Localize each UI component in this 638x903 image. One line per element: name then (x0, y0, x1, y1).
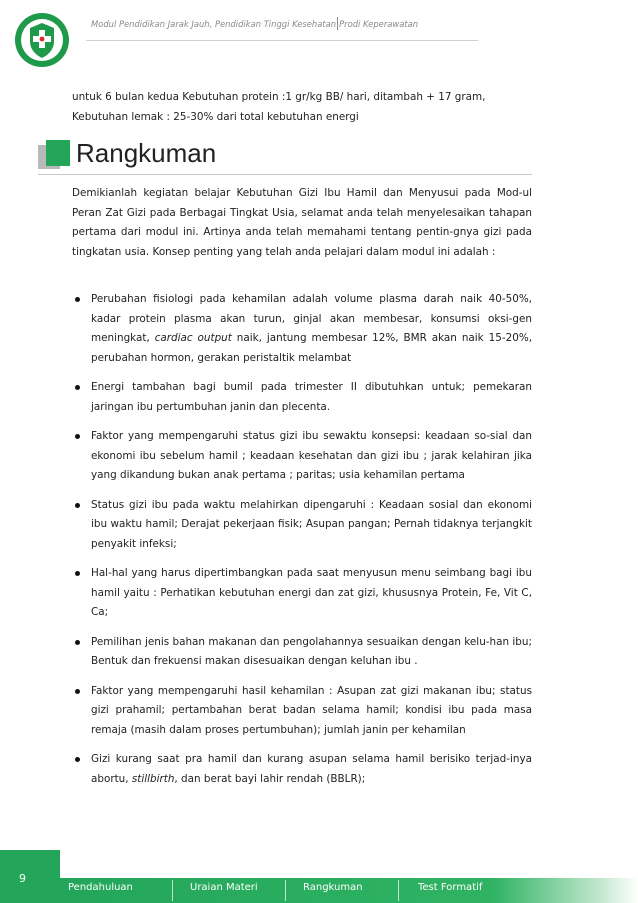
nav-divider (172, 880, 173, 901)
bullet-icon (75, 757, 80, 762)
section-nav-bar (60, 878, 638, 903)
nav-divider (285, 880, 286, 901)
bullet-icon (75, 503, 80, 508)
key-points-list (72, 290, 532, 799)
bullet-icon (75, 689, 80, 694)
header-program: Prodi Keperawatan (339, 19, 419, 29)
list-item: Hal-hal yang harus dipertimbangkan pada saat menyusun menu seimbang bagi ibu hamil yaitu : Perhatikan kebutuhan energi dan zat gizi, khususnya Protein, Fe, Vit C, Ca; (72, 564, 532, 623)
list-item: Status gizi ibu pada waktu melahirkan dipengaruhi : Keadaan sosial dan ekonomi ibu waktu hamil; Derajat pekerjaan fisik; Asupan pangan; Pernah tidaknya terjangkit penyakit infeksi; (72, 496, 532, 555)
list-item: Perubahan fisiologi pada kehamilan adalah volume plasma darah naik 40-50%, kadar protein plasma akan turun, ginjal akan membesar, konsumsi oksi-gen meningkat, cardiac output naik, jantung membesar 12%, BMR akan naik 15-20%, perubahan hormon, gerakan peristaltik melambat (72, 290, 532, 368)
bakti-husada-logo (14, 10, 70, 72)
header-divider (86, 40, 478, 41)
section-square-icon (38, 140, 72, 170)
section-title: Rangkuman (76, 138, 217, 168)
list-item: Pemilihan jenis bahan makanan dan pengolahannya sesuaikan dengan kelu-han ibu; Bentuk dan frekuensi makan disesuaikan dengan keluhan ibu . (72, 633, 532, 672)
intro-paragraph (72, 88, 532, 127)
intro-line: untuk 6 bulan kedua Kebutuhan protein :1 gr/kg BB/ hari, ditambah + 17 gram, (72, 91, 486, 103)
nav-divider (398, 880, 399, 901)
nav-test-formatif[interactable]: Test Formatif (418, 882, 483, 893)
bullet-icon (75, 571, 80, 576)
summary-paragraph: Demikianlah kegiatan belajar Kebutuhan Gizi Ibu Hamil dan Menyusui pada Mod-ul Peran Zat Gizi pada Berbagai Tingkat Usia, selamat anda telah menyelesaikan tahapan pertama dari modul ini. Artinya anda telah memahami tentang pentin-gnya gizi pada tingkatan usia. Konsep penting yang telah anda pelajari dalam modul ini adalah : (72, 187, 532, 258)
page-footer (0, 850, 638, 903)
page-number: 9 (19, 872, 26, 885)
section-divider (38, 174, 532, 175)
nav-pendahuluan[interactable]: Pendahuluan (68, 882, 133, 893)
running-header (91, 17, 418, 30)
bullet-icon (75, 434, 80, 439)
list-item: Energi tambahan bagi bumil pada trimester II dibutuhkan untuk; pemekaran jaringan ibu pertumbuhan janin dan plecenta. (72, 378, 532, 417)
nav-rangkuman[interactable]: Rangkuman (303, 882, 363, 893)
header-module-title: Modul Pendidikan Jarak Jauh, Pendidikan Tinggi Kesehatan (91, 19, 337, 29)
list-item: Faktor yang mempengaruhi hasil kehamilan : Asupan zat gizi makanan ibu; status gizi prahamil; pertambahan berat badan selama hamil; kondisi ibu pada masa remaja (masih dalam proses pertumbuhan); jumlah janin per kehamilan (72, 682, 532, 741)
list-item: Gizi kurang saat pra hamil dan kurang asupan selama hamil berisiko terjad-inya abortu, stillbirth, dan berat bayi lahir rendah (BBLR); (72, 750, 532, 789)
bullet-icon (75, 297, 80, 302)
bullet-icon (75, 385, 80, 390)
page-number-block (0, 850, 60, 903)
intro-line: Kebutuhan lemak : 25-30% dari total kebutuhan energi (72, 110, 359, 123)
list-item: Faktor yang mempengaruhi status gizi ibu sewaktu konsepsi: keadaan so-sial dan ekonomi ibu sebelum hamil ; keadaan kesehatan dan gizi ibu ; jarak kelahiran jika yang dikandung bukan anak pertama ; paritas; usia kehamilan pertama (72, 427, 532, 486)
header-separator (337, 17, 338, 30)
nav-uraian-materi[interactable]: Uraian Materi (190, 882, 258, 893)
bullet-icon (75, 640, 80, 645)
